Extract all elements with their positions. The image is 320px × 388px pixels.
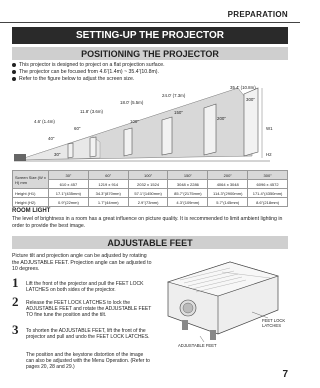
table-header-cell: Screen Size (W x H) mm — [13, 171, 49, 189]
table-cell: 1.7"(44mm) — [88, 198, 128, 207]
table-cell: 85.7"(2175mm) — [168, 189, 208, 198]
distance-label: 24.0' (7.3m) — [162, 93, 186, 98]
h2-label: H2 — [266, 152, 272, 157]
table-cell: 2032 x 1524 — [128, 180, 168, 189]
room-light-title: ROOM LIGHT — [12, 208, 51, 214]
table-row-header: Height (H1) — [13, 189, 49, 198]
screen-size-label: 200" — [217, 116, 226, 121]
table-header-cell: 300" — [248, 171, 288, 180]
table-cell: 8.6"(218mm) — [248, 198, 288, 207]
table-cell: 2.9"(73mm) — [128, 198, 168, 207]
step-note: The position and the keystone distortion of the image can also be adjusted with the Menu Operation. (Refer to pages 20, 28 and 29.) — [26, 352, 150, 371]
room-light-text: The level of brightness in a room has a great influence on picture quality. It is recommended to limit ambient lighting in order to provide the best image. — [12, 216, 283, 229]
table-cell: 4.3"(109mm) — [168, 198, 208, 207]
table-cell: 4064 x 3048 — [208, 180, 248, 189]
table-cell: 3048 x 2286 — [168, 180, 208, 189]
distance-label: 4.6' (1.4m) — [34, 119, 55, 124]
main-title: SETTING-UP THE PROJECTOR — [76, 30, 224, 41]
step-number: 2 — [12, 294, 19, 309]
feet-lock-latches-label: FEET LOCK LATCHES — [262, 318, 286, 328]
w1-label: W1 — [266, 126, 273, 131]
positioning-title: POSITIONING THE PROJECTOR — [81, 48, 219, 59]
main-title-bar — [12, 27, 288, 44]
page-header — [0, 10, 300, 22]
distance-label: 18.0' (5.5m) — [120, 100, 144, 105]
table-cell: 610 x 457 — [49, 180, 89, 189]
step-text: To shorten the ADJUSTABLE FEET, lift the front of the projector and pull and undo the FEET LOCK LATCHES. — [26, 328, 150, 341]
adjustable-feet-title: ADJUSTABLE FEET — [107, 237, 193, 248]
step-item — [12, 275, 152, 294]
bullet-icon — [12, 77, 16, 81]
screen-size-label: 150" — [174, 110, 183, 115]
bullet-item: Refer to the figure below to adjust the screen size. — [12, 76, 288, 83]
step-text: Release the FEET LOCK LATCHES to lock the ADJUSTABLE FEET and rotate the ADJUSTABLE FEET TO fine tune the position and the tilt. — [26, 300, 152, 319]
table-header-cell: 200" — [208, 171, 248, 180]
table-cell: 0.9"(22mm) — [49, 198, 89, 207]
table-header-cell: 30" — [49, 171, 89, 180]
table-cell: 5.7"(145mm) — [208, 198, 248, 207]
table-cell: 34.3"(870mm) — [88, 189, 128, 198]
table-cell: 17.1"(435mm) — [49, 189, 89, 198]
step-text: Lift the front of the projector and pull the FEET LOCK LATCHES on both sides of the projector. — [26, 281, 144, 294]
table-row-header: Height (H2) — [13, 198, 49, 207]
table-cell: 171.4"(4350mm) — [248, 189, 288, 198]
positioning-title-bar — [12, 47, 288, 60]
table-cell: 1219 x 914 — [88, 180, 128, 189]
screen-size-label: 40" — [48, 136, 55, 141]
page-number: 7 — [282, 369, 288, 380]
projector-icon — [14, 154, 26, 161]
step-item — [12, 294, 152, 319]
screen-size-label: 100" — [130, 119, 139, 124]
table-header-cell: 150" — [168, 171, 208, 180]
bullet-icon — [12, 70, 16, 74]
table-cell: 114.3"(2900mm) — [208, 189, 248, 198]
screen-size-label: 30" — [54, 152, 61, 157]
table-cell: 57.1"(1450mm) — [128, 189, 168, 198]
step-number: 1 — [12, 275, 19, 290]
step-item — [12, 322, 152, 341]
projector-icon — [160, 250, 288, 350]
screen-size-label: 60" — [74, 126, 81, 131]
adjustable-feet-label: ADJUSTABLE FEET — [178, 343, 217, 348]
header-rule — [0, 22, 300, 23]
projector-feet-illustration — [160, 250, 288, 350]
screen-size-table — [12, 170, 288, 207]
step-number: 3 — [12, 322, 19, 337]
distance-label: 11.8' (3.6m) — [80, 109, 103, 114]
distance-label: 35.4' (10.8m) — [230, 85, 256, 90]
positioning-bullets — [12, 62, 288, 83]
projection-diagram — [12, 86, 288, 164]
table-header-cell: 100" — [128, 171, 168, 180]
section-title: PREPARATION — [227, 10, 288, 19]
adjustable-feet-title-bar — [12, 236, 288, 249]
table-header-cell: 60" — [88, 171, 128, 180]
table-cell: 6096 x 4572 — [248, 180, 288, 189]
bullet-item: The projector can be focused from 4.6'(1.4m) ~ 35.4'(10.8m). — [12, 69, 288, 76]
table-row — [13, 198, 288, 207]
bullet-icon — [12, 63, 16, 67]
table-row — [13, 189, 288, 198]
table-header-row — [13, 171, 288, 180]
bullet-item: This projector is designed to project on a flat projection surface. — [12, 62, 288, 69]
feet-intro: Picture tilt and projection angle can be adjusted by rotating the ADJUSTABLE FEET. Projection angle can be adjusted to 10 degrees. — [12, 253, 152, 273]
table-row — [13, 180, 288, 189]
screen-size-label: 300" — [246, 97, 255, 102]
